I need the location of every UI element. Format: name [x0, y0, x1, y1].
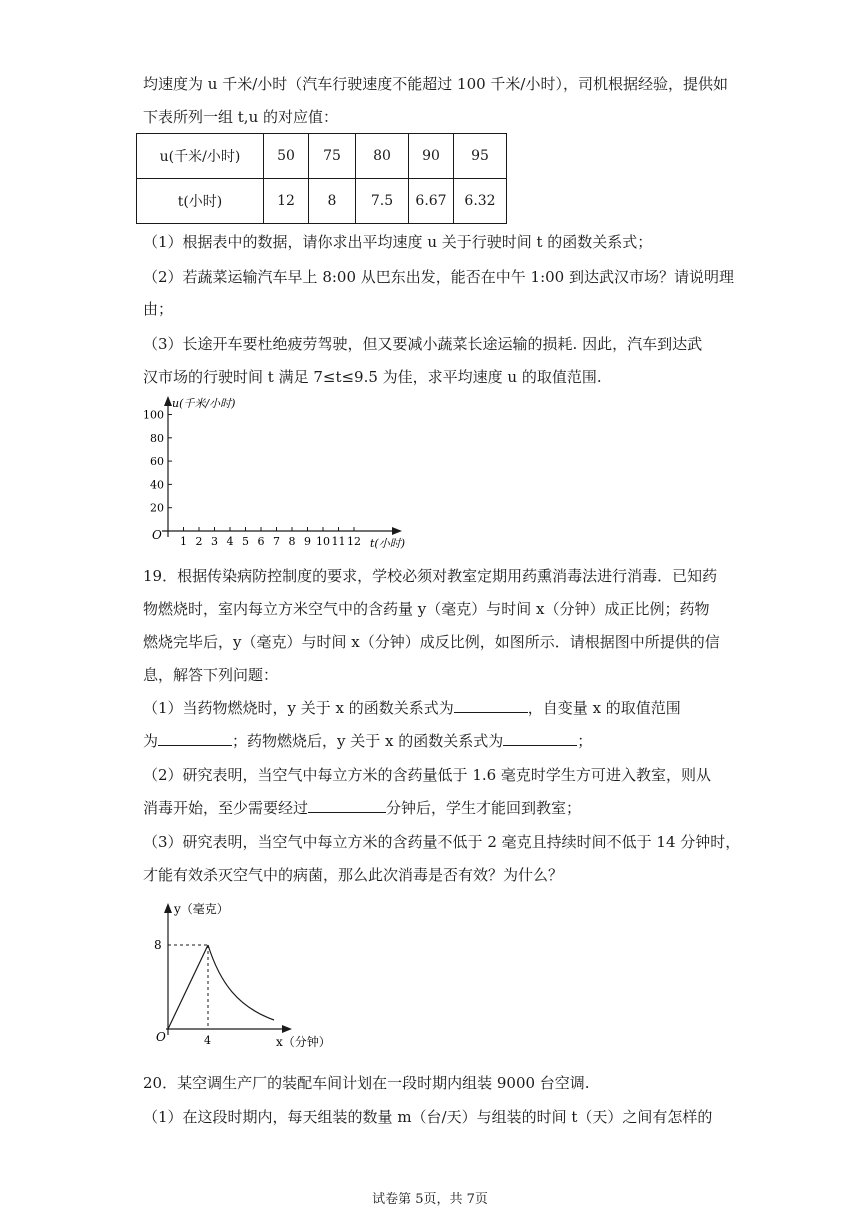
graph1-y-tick-label: 40 — [150, 478, 164, 492]
graph1-x-label: t(小时) — [370, 537, 406, 550]
table-header-t: t(小时) — [137, 179, 264, 224]
table-cell: 6.67 — [409, 179, 454, 224]
q19-line-4: 息，解答下列问题： — [143, 666, 279, 684]
q19-sub-3b: 才能有效杀灭空气中的病菌，那么此次消毒是否有效？为什么？ — [143, 866, 564, 884]
page-footer: 试卷第 5页，共 7页 — [372, 1192, 488, 1207]
table-cell: 7.5 — [356, 179, 409, 224]
table-cell: 8 — [309, 179, 356, 224]
q18-part-3a: （3）长途开车要杜绝疲劳驾驶，但又要减小蔬菜长途运输的损耗. 因此，汽车到达武 — [143, 335, 703, 353]
graph1-origin: O — [152, 528, 162, 542]
graph1-x-tick-label: 11 — [331, 535, 346, 548]
q19-sub-2b — [143, 798, 581, 818]
graph1-x-tick-label: 1 — [180, 535, 187, 548]
q19-line-1: 19．根据传染病防控制度的要求，学校必须对教室定期用药熏消毒法进行消毒．已知药 — [143, 567, 718, 585]
graph1-x-tick-label: 9 — [304, 535, 311, 548]
graph2-y-label: y（毫克） — [174, 902, 229, 916]
q20-line-1: 20．某空调生产厂的装配车间计划在一段时期内组装 9000 台空调. — [143, 1074, 590, 1092]
answer-blank-4[interactable] — [308, 798, 386, 813]
table-row — [137, 134, 507, 179]
graph2-peak-y-label: 8 — [154, 938, 162, 952]
q19-sub-1b-text-3: ； — [577, 732, 593, 750]
q19-sub-2b-text-2: 分钟后，学生才能回到教室； — [386, 799, 582, 817]
graph1-x-tick-label: 7 — [273, 535, 280, 548]
q19-sub-1a — [143, 698, 681, 718]
intro-line-2: 下表所列一组 t,u 的对应值： — [143, 108, 338, 126]
graph1-x-tick-label: 8 — [288, 535, 296, 548]
q19-sub-1a-text-2: ，自变量 x 的取值范围 — [527, 699, 681, 717]
table-cell: 75 — [309, 134, 356, 179]
graph2-origin: O — [156, 1030, 166, 1044]
q19-sub-1a-text: （1）当药物燃烧时，y 关于 x 的函数关系式为 — [143, 699, 454, 717]
graph-u-t — [140, 392, 440, 552]
answer-blank-3[interactable] — [503, 731, 577, 746]
graph1-y-tick-label: 100 — [143, 408, 164, 422]
q20-line-2: （1）在这段时期内，每天组装的数量 m（台/天）与组装的时间 t（天）之间有怎样的 — [143, 1108, 713, 1126]
graph1-x-tick-label: 3 — [211, 535, 218, 548]
table-cell: 50 — [264, 134, 309, 179]
graph1-x-tick-label: 6 — [257, 535, 265, 548]
q18-part-1: （1）根据表中的数据，请你求出平均速度 u 关于行驶时间 t 的函数关系式； — [143, 233, 653, 251]
graph1-y-arrow — [164, 396, 172, 406]
q19-line-2: 物燃烧时，室内每立方米空气中的含药量 y（毫克）与时间 x（分钟）成正比例；药物 — [143, 600, 710, 618]
q18-part-3b: 汉市场的行驶时间 t 满足 7≤t≤9.5 为佳，求平均速度 u 的取值范围. — [143, 368, 602, 386]
table-cell: 90 — [409, 134, 454, 179]
graph1-y-tick-label: 80 — [150, 431, 164, 445]
q19-line-3: 燃烧完毕后，y（毫克）与时间 x（分钟）成反比例，如图所示．请根据图中所提供的信 — [143, 633, 720, 651]
q18-part-2a: （2）若蔬菜运输汽车早上 8:00 从巴东出发，能否在中午 1:00 到达武汉市场？请说明理 — [143, 268, 734, 286]
q19-sub-2b-text: 消毒开始，至少需要经过 — [143, 799, 309, 817]
graph1-y-tick-label: 60 — [150, 455, 164, 469]
graph2-rise-line — [168, 945, 208, 1029]
q19-sub-1b-text-2: ；药物燃烧后，y 关于 x 的函数关系式为 — [232, 732, 504, 750]
answer-blank-2[interactable] — [158, 731, 232, 746]
graph1-x-tick-label: 12 — [347, 535, 361, 548]
graph1-y-tick-label: 20 — [150, 501, 164, 515]
graph2-decay-curve — [208, 945, 274, 1020]
graph-y-x — [140, 895, 340, 1055]
graph1-x-tick-label: 2 — [195, 535, 203, 548]
graph1-x-tick-label: 10 — [316, 535, 330, 548]
q19-sub-1b-text: 为 — [143, 732, 159, 750]
table-cell: 12 — [264, 179, 309, 224]
intro-line-1: 均速度为 u 千米/小时（汽车行驶速度不能超过 100 千米/小时），司机根据经验，提供如 — [143, 75, 728, 93]
table-header-u: u(千米/小时) — [137, 134, 264, 179]
value-table — [136, 133, 507, 224]
q19-sub-3a: （3）研究表明，当空气中每立方米的含药量不低于 2 毫克且持续时间不低于 14 分钟时， — [143, 833, 741, 851]
graph1-x-tick-label: 5 — [242, 535, 249, 548]
graph2-peak-x-label: 4 — [204, 1034, 211, 1047]
table-cell: 6.32 — [454, 179, 507, 224]
q18-part-2b: 由； — [143, 300, 174, 318]
graph1-x-tick-label: 4 — [226, 535, 234, 548]
graph2-x-label: x（分钟） — [276, 1035, 331, 1049]
answer-blank-1[interactable] — [454, 698, 528, 713]
q19-sub-2a: （2）研究表明，当空气中每立方米的含药量低于 1.6 毫克时学生方可进入教室，则从 — [143, 766, 711, 784]
table-row — [137, 179, 507, 224]
graph2-x-arrow — [282, 1025, 292, 1033]
graph2-y-arrow — [164, 903, 172, 913]
table-cell: 95 — [454, 134, 507, 179]
graph1-y-label: u(千米/小时) — [172, 397, 236, 410]
q19-sub-1b — [143, 731, 592, 751]
table-cell: 80 — [356, 134, 409, 179]
graph1-x-arrow — [392, 527, 402, 535]
